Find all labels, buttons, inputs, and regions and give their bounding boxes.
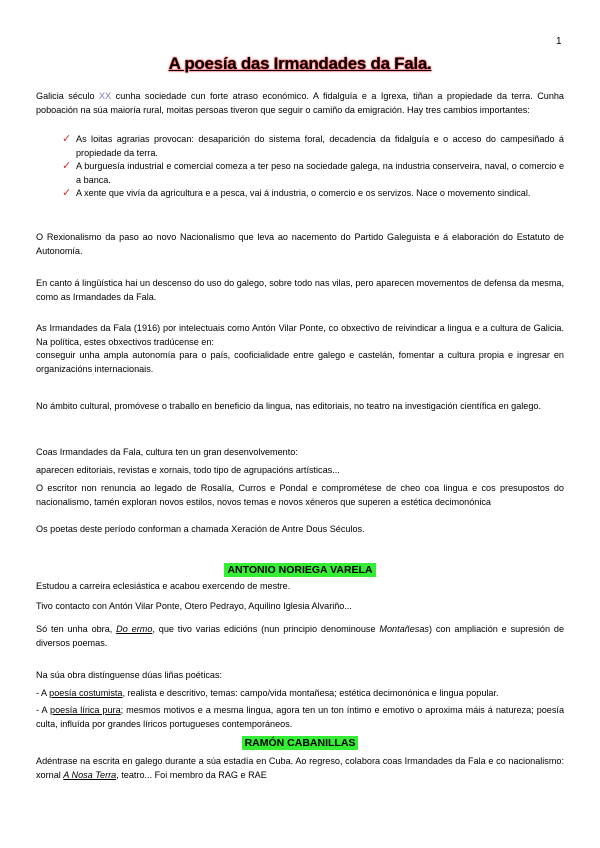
paragraph-lirica: - A poesía lírica pura; mesmos motivos e a mesma lingua, agora ten un ton íntimo e emotivo o aproxima máis á natureza; poesía culta, influída por grandes líricos portugueses contemporáneos. [36,705,564,729]
change-item: ✓ As loitas agrarias provocan: desaparición do sistema foral, decadencia da fidalguía e o acceso do campesiñado á propiedade da terra. [62,133,564,158]
check-icon: ✓ [62,160,72,172]
paragraph-irmandades: As Irmandades da Fala (1916) por intelectuais como Antón Vilar Ponte, co obxectivo de reivindicar a lingua e a cultura de Galicia. Na política, estes obxectivos tradúcense en: [36,323,564,347]
paragraph-coas: Coas Irmandades da Fala, cultura ten un gran desenvolvemento: [36,447,298,457]
paragraph-cultural: No ámbito cultural, promóvese o traballo en beneficio da lingua, nas editoriais, no teatro na investigación científica en galego. [36,401,542,411]
paragraph-linguistica: En canto á lingüística hai un descenso do uso do galego, sobre todo nas vilas, pero aparecen movementos de defensa da mesma, como as Irmandades da Fala. [36,278,564,302]
change-item: ✓ A xente que vivía da agricultura e a pesca, vai á industria, o comercio e os servizos. Nace o movemento sindical. [62,187,531,199]
section-heading-noriega: ANTONIO NORIEGA VARELA [0,560,600,578]
change-item: ✓ A burguesía industrial e comercial comeza a ter peso na sociedade galega, na industria conserveira, naval, o comercio e a banca. [62,160,564,185]
paragraph-rexionalismo: O Rexionalismo da paso ao novo Nacionalismo que leva ao nacemento do Partido Galeguista e á elaboración do Estatuto de Autonomía. [36,232,564,256]
section-heading-cabanillas: RAMÓN CABANILLAS [0,733,600,751]
check-icon: ✓ [62,133,72,145]
paragraph-politica: conseguir unha ampla autonomía para o país, cooficialidade entre galego e castelán, fomentar a cultura propia e ingresar en organizacións internacionais. [36,350,564,374]
paragraph-obra: Só ten unha obra, Do ermo, que tivo varias edicións (nun principio denominouse Montañesas) con ampliación e supresión de diversos poemas. [36,624,564,648]
page-title: A poesía das Irmandades da Fala. [168,54,432,73]
page-number: 1 [556,36,562,47]
paragraph-poetas: Os poetas deste período conforman a chamada Xeración de Antre Dous Séculos. [36,524,365,534]
paragraph-escritor: O escritor non renuncia ao legado de Rosalía, Curros e Pondal e comprométese de cheo coa lingua e cos presupostos do nacionalismo, tamén exploran novos estilos, novos temas e novos xéneros que superen a estética decimonónica [36,483,564,507]
paragraph-contacto: Tivo contacto con Antón Vilar Ponte, Otero Pedrayo, Aquilino Iglesia Alvariño... [36,601,352,611]
check-icon: ✓ [62,187,72,199]
paragraph-costumista: - A poesía costumista, realista e descritivo, temas: campo/vida montañesa; estética decimonónica e lingua popular. [36,688,499,698]
paragraph-estudou: Estudou a carreira eclesiástica e acabou exercendo de mestre. [36,581,291,591]
paragraph-linas: Na súa obra distínguense dúas liñas poéticas: [36,670,223,680]
paragraph-cabanillas: Adéntrase na escrita en galego durante a súa estadía en Cuba. Ao regreso, colabora coas Irmandades da Fala e co nacionalismo: xornal A Nosa Terra, teatro... Foi membro da RAG e RAE [36,756,564,780]
intro-paragraph: Galicia século XX cunha sociedade cun forte atraso económico. A fidalguía e a Igrexa, tiñan a propiedade da terra. Cunha poboación na súa maioría rural, moitas persoas tiveron que seguir o camiño da emigración. Hay tres cambios importantes: [36,91,564,115]
paragraph-aparecen: aparecen editoriais, revistas e xornais, todo tipo de agrupacións artísticas... [36,465,340,475]
